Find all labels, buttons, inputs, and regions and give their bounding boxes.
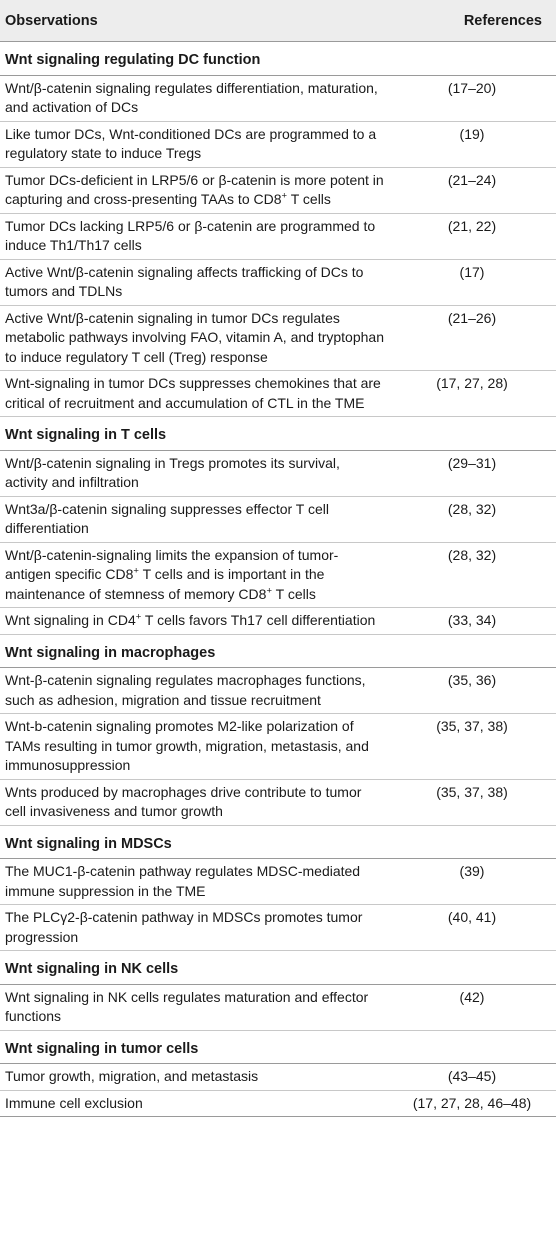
observation-text: The MUC1-β-catenin pathway regulates MDSC-mediated immune suppression in the TME (5, 863, 361, 899)
table-row (0, 668, 556, 714)
superscript-plus: + (281, 190, 288, 202)
reference-cell: (39) (388, 859, 556, 905)
observation-text: Immune cell exclusion (5, 1094, 143, 1111)
section-header-row (0, 634, 556, 668)
section-header-row (0, 42, 556, 76)
reference-cell: (42) (388, 984, 556, 1030)
observation-cell (0, 121, 388, 167)
observation-text: Wnt-b-catenin signaling promotes M2-like polarization of TAMs resulting in tumor growth, migration, metastasis, and immunosuppression (5, 718, 369, 773)
observation-cell (0, 259, 388, 305)
observation-cell (0, 779, 388, 825)
table-row (0, 167, 556, 213)
observation-text: Wnt/β-catenin signaling regulates differentiation, maturation, and activation of DCs (5, 79, 378, 115)
reference-cell: (17, 27, 28, 46–48) (388, 1090, 556, 1117)
observation-text: Wnts produced by macrophages drive contribute to tumor cell invasiveness and tumor growth (5, 783, 362, 819)
table-row (0, 371, 556, 417)
table-row (0, 259, 556, 305)
observation-text: Wnt signaling in CD4 (5, 612, 136, 628)
table-row (0, 905, 556, 951)
section-header-row (0, 951, 556, 985)
section-title: Wnt signaling in NK cells (0, 951, 556, 985)
reference-cell: (21–24) (388, 167, 556, 213)
observation-text: Wnt-β-catenin signaling regulates macrophages functions, such as adhesion, migration and tissue recruitment (5, 672, 366, 708)
reference-cell: (21, 22) (388, 213, 556, 259)
reference-cell: (40, 41) (388, 905, 556, 951)
reference-cell: (43–45) (388, 1064, 556, 1091)
table-row (0, 859, 556, 905)
table-body (0, 42, 556, 1117)
table-row (0, 75, 556, 121)
reference-cell: (35, 37, 38) (388, 779, 556, 825)
observation-cell (0, 167, 388, 213)
table-row (0, 450, 556, 496)
observation-cell (0, 984, 388, 1030)
observation-text: Active Wnt/β-catenin signaling in tumor DCs regulates metabolic pathways involving FAO, vitamin A, and tryptophan to induce regulatory T cell (Treg) response (5, 309, 384, 365)
reference-cell: (21–26) (388, 305, 556, 371)
section-title: Wnt signaling regulating DC function (0, 42, 556, 76)
table-row (0, 496, 556, 542)
table-row (0, 608, 556, 635)
section-title: Wnt signaling in tumor cells (0, 1030, 556, 1064)
reference-cell: (17) (388, 259, 556, 305)
observation-cell (0, 1090, 388, 1117)
observation-text: Tumor growth, migration, and metastasis (5, 1068, 259, 1084)
observation-text: Wnt signaling in NK cells regulates maturation and effector functions (5, 988, 369, 1024)
table-row (0, 121, 556, 167)
observation-text: The PLCγ2-β-catenin pathway in MDSCs promotes tumor progression (5, 909, 363, 945)
observation-text: Wnt/β-catenin signaling in Tregs promotes its survival, activity and infiltration (5, 454, 340, 490)
table-row (0, 1090, 556, 1117)
observation-cell (0, 668, 388, 714)
observation-cell (0, 714, 388, 780)
superscript-plus: + (135, 611, 142, 623)
reference-cell: (17, 27, 28) (388, 371, 556, 417)
reference-cell: (29–31) (388, 450, 556, 496)
reference-cell: (33, 34) (388, 608, 556, 635)
section-title: Wnt signaling in T cells (0, 417, 556, 451)
observation-text: T cells and is important in the maintenance of stemness of memory CD8 (5, 566, 325, 602)
observation-text: Wnt-signaling in tumor DCs suppresses chemokines that are critical of recruitment and accumulation of CTL in the TME (5, 375, 381, 411)
observation-cell (0, 371, 388, 417)
observation-cell (0, 75, 388, 121)
section-header-row (0, 825, 556, 859)
table-row (0, 984, 556, 1030)
observation-text: Active Wnt/β-catenin signaling affects trafficking of DCs to tumors and TDLNs (5, 263, 364, 299)
table-row (0, 542, 556, 608)
observation-cell (0, 213, 388, 259)
superscript-plus: + (266, 584, 273, 596)
reference-cell: (19) (388, 121, 556, 167)
reference-cell: (28, 32) (388, 496, 556, 542)
section-header-row (0, 1030, 556, 1064)
section-header-row (0, 417, 556, 451)
table-row (0, 213, 556, 259)
observation-cell (0, 905, 388, 951)
observation-cell (0, 859, 388, 905)
header-observations: Observations (0, 0, 388, 42)
observation-cell (0, 450, 388, 496)
reference-cell: (35, 36) (388, 668, 556, 714)
observation-cell (0, 305, 388, 371)
section-title: Wnt signaling in MDSCs (0, 825, 556, 859)
reference-cell: (17–20) (388, 75, 556, 121)
reference-cell: (28, 32) (388, 542, 556, 608)
reference-cell: (35, 37, 38) (388, 714, 556, 780)
observation-text: T cells (272, 585, 316, 602)
header-references: References (388, 0, 556, 42)
observation-text: Tumor DCs lacking LRP5/6 or β-catenin are programmed to induce Th1/Th17 cells (5, 217, 376, 253)
observation-text: T cells (287, 191, 331, 207)
section-title: Wnt signaling in macrophages (0, 634, 556, 668)
table-row (0, 779, 556, 825)
table-row (0, 1064, 556, 1091)
table-header-row (0, 0, 556, 42)
observation-text: Like tumor DCs, Wnt-conditioned DCs are programmed to a regulatory state to induce Tregs (5, 125, 377, 161)
observation-text: Wnt/β-catenin-signaling limits the expansion of tumor-antigen specific CD8 (5, 546, 339, 582)
observation-text: T cells favors Th17 cell differentiation (141, 612, 376, 628)
table-row (0, 305, 556, 371)
observation-text: Wnt3a/β-catenin signaling suppresses effector T cell differentiation (5, 500, 330, 536)
superscript-plus: + (133, 565, 139, 577)
observation-cell (0, 608, 388, 635)
observation-text: Tumor DCs-deficient in LRP5/6 or β-catenin is more potent in capturing and cross-presenting TAAs to CD8 (5, 171, 384, 207)
observation-cell (0, 496, 388, 542)
observation-cell (0, 1064, 388, 1091)
observation-cell (0, 542, 388, 608)
table-row (0, 714, 556, 780)
